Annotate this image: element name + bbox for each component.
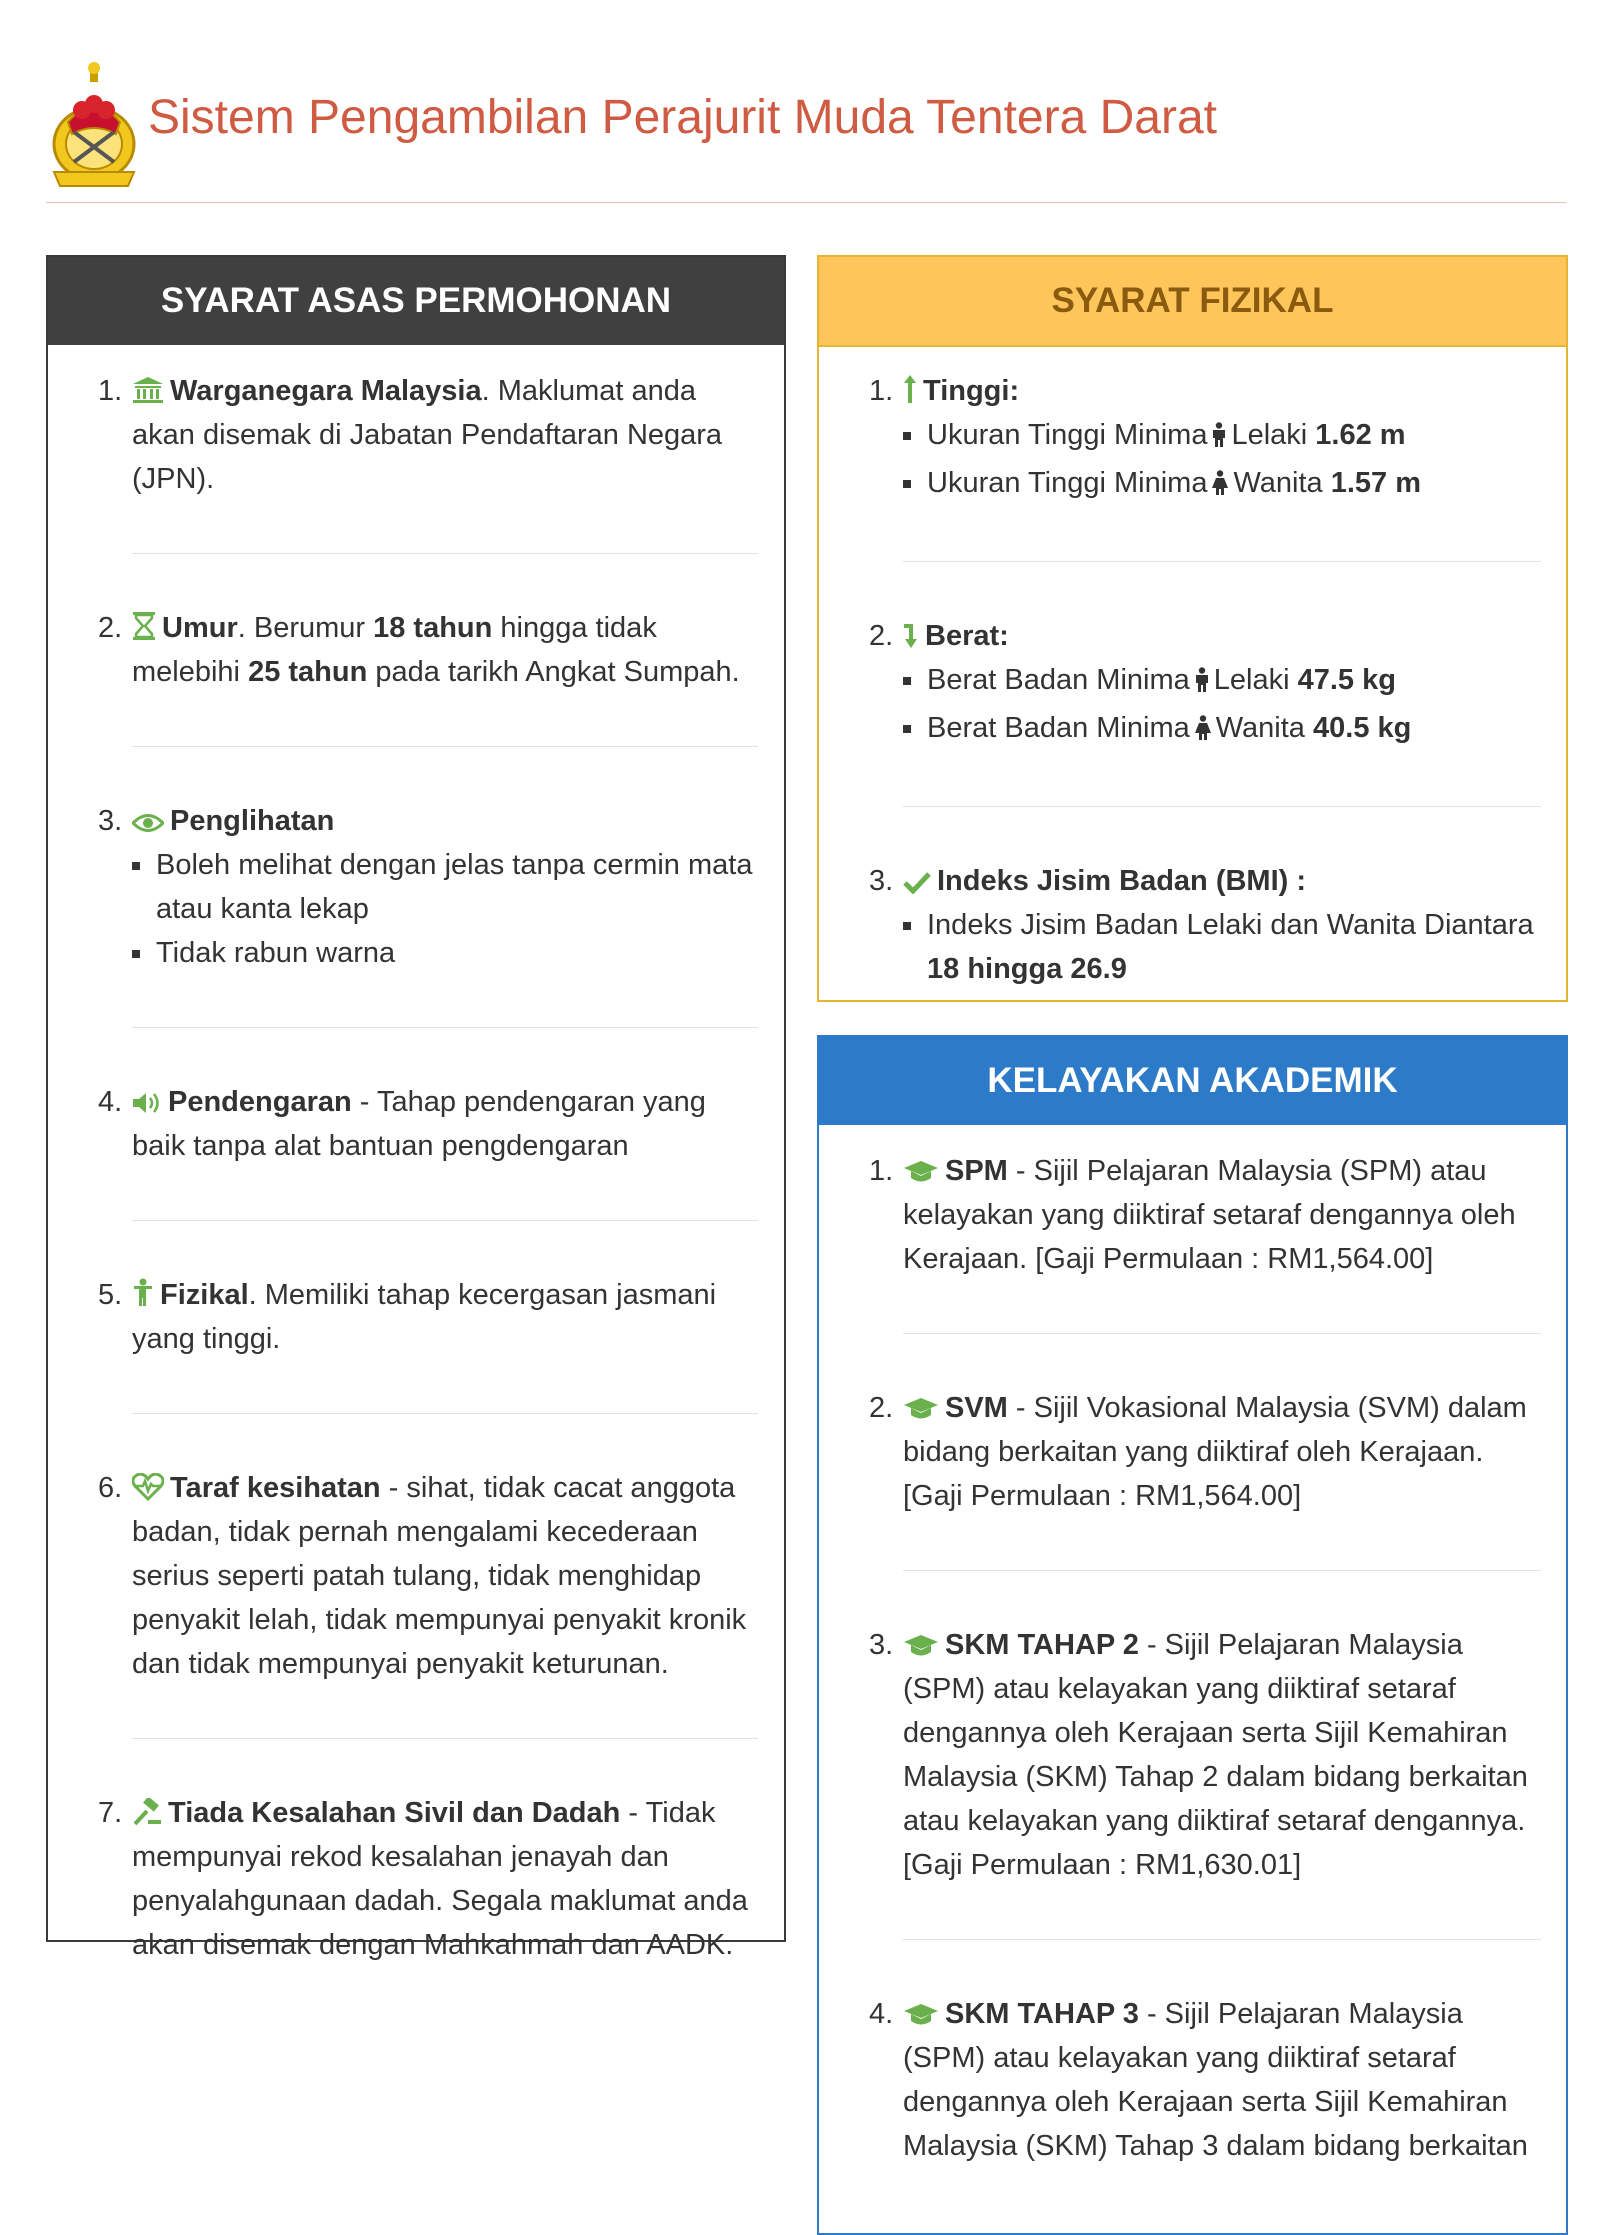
item-bold: 25 tahun [248,656,368,688]
item-text: - Sijil Pelajaran Malaysia (SPM) atau kelayakan yang diiktiraf setaraf dengannya oleh Kerajaan. [Gaji Permulaan : RM1,564.00] [903,1155,1516,1275]
item-text: . Berumur [237,612,374,644]
basic-requirements-list [98,369,758,1967]
divider [132,1220,758,1221]
list-item [869,1149,1541,1281]
item-title: Tiada Kesalahan Sivil dan Dadah [168,1797,621,1829]
sub-gender: Lelaki [1231,419,1308,451]
page-title: Sistem Pengambilan Perajurit Muda Tentera Darat [148,91,1217,144]
item-title: Tinggi: [923,375,1020,407]
sub-list [903,413,1541,509]
sub-item [903,658,1541,706]
item-text: - Sijil Pelajaran Malaysia (SPM) atau kelayakan yang diiktiraf setaraf dengannya oleh Kerajaan serta Sijil Kemahiran Malaysia (SKM) Tahap 2 dalam bidang berkaitan atau kelayakan yang diiktiraf setaraf dengannya. [Gaji Permulaan : RM1,630.01] [903,1629,1528,1881]
graduation-cap-icon [903,1397,939,1421]
graduation-cap-icon [903,2003,939,2027]
item-number: 1. [869,375,894,407]
item-title: SVM [945,1392,1008,1424]
list-item [98,1273,758,1361]
item-number: 4. [869,1998,894,2030]
sub-text: Ukuran Tinggi Minima [927,467,1208,499]
list-item [98,1791,758,1967]
list-item [98,799,758,975]
sub-list [903,658,1541,754]
heartbeat-icon [132,1473,164,1501]
list-item [869,859,1541,991]
sub-item [903,903,1541,991]
volume-icon [132,1091,162,1115]
divider [132,1738,758,1739]
eye-icon [132,812,164,834]
sub-list [132,843,758,975]
arrow-up-icon [903,374,917,404]
sub-gender: Wanita [1233,467,1323,499]
item-title: Fizikal [160,1279,249,1311]
item-number: 1. [869,1155,894,1187]
item-title: Pendengaran [168,1086,352,1118]
item-number: 5. [98,1279,123,1311]
graduation-cap-icon [903,1160,939,1184]
item-text: hingga tidak melebihi [132,612,657,688]
arrow-down-icon [903,621,919,649]
item-title: SKM TAHAP 3 [945,1998,1139,2030]
academic-qualifications-list [869,1149,1541,2168]
item-text: . Maklumat anda akan disemak di Jabatan Pendaftaran Negara (JPN). [132,375,723,495]
sub-value: 1.57 m [1330,467,1421,499]
sub-value: 47.5 kg [1297,664,1396,696]
hourglass-icon [132,611,156,641]
panel-heading: SYARAT FIZIKAL [819,257,1566,347]
item-number: 6. [98,1472,123,1504]
item-number: 2. [869,1392,894,1424]
item-number: 3. [98,805,123,837]
sub-item [903,413,1541,461]
list-item [98,369,758,501]
divider [903,1333,1541,1334]
list-item [98,606,758,694]
item-text: - Tidak mempunyai rekod kesalahan jenayah dan penyalahgunaan dadah. Segala maklumat anda akan disemak dengan Mahkahmah dan AADK. [132,1797,748,1961]
gavel-icon [132,1798,162,1826]
list-item [98,1466,758,1686]
divider [903,1570,1541,1571]
female-icon [1194,710,1212,754]
sub-text: Berat Badan Minima [927,664,1190,696]
divider [132,1413,758,1414]
sub-text: Ukuran Tinggi Minima [927,419,1208,451]
item-title: Taraf kesihatan [170,1472,381,1504]
male-icon [1194,662,1210,706]
army-crest-logo[interactable] [46,52,142,192]
item-text: - sihat, tidak cacat anggota badan, tidak pernah mengalami kecederaan serius seperti patah tulang, tidak menghidap penyakit lelah, tidak mempunyai penyakit kronik dan tidak mempunyai penyakit keturunan. [132,1472,747,1680]
check-icon [903,870,931,894]
item-number: 3. [869,1629,894,1661]
sub-value: 1.62 m [1315,419,1406,451]
item-number: 2. [869,620,894,652]
list-item [869,614,1541,754]
sub-item: Tidak rabun warna [132,931,758,975]
sub-item [903,461,1541,509]
item-title: SKM TAHAP 2 [945,1629,1139,1661]
sub-item: Boleh melihat dengan jelas tanpa cermin mata atau kanta lekap [132,843,758,931]
item-number: 3. [869,865,894,897]
item-number: 1. [98,375,123,407]
physical-requirements-panel [817,255,1568,1002]
sub-value: 18 hingga 26.9 [927,953,1127,985]
sub-text: Berat Badan Minima [927,712,1190,744]
item-text: . Memiliki tahap kecergasan jasmani yang tinggi. [132,1279,717,1355]
item-text: pada tarikh Angkat Sumpah. [367,656,740,688]
item-text: - Tahap pendengaran yang baik tanpa alat bantuan pengdengaran [132,1086,706,1162]
item-number: 2. [98,612,123,644]
page-header [46,52,1566,203]
item-title: Indeks Jisim Badan (BMI) : [937,865,1307,897]
person-icon [132,1278,154,1308]
item-title: Berat: [925,620,1009,652]
item-title: Penglihatan [170,805,335,837]
item-title: Umur [162,612,238,644]
physical-requirements-list [869,369,1541,991]
female-icon [1211,465,1229,509]
sub-item [903,706,1541,754]
basic-requirements-panel [46,255,786,1961]
graduation-cap-icon [903,1634,939,1658]
divider [903,806,1541,807]
sub-value: 40.5 kg [1313,712,1412,744]
sub-gender: Lelaki [1213,664,1290,696]
list-item [98,1080,758,1168]
item-title: SPM [945,1155,1008,1187]
list-item [869,369,1541,509]
list-item [869,1386,1541,1518]
divider [903,561,1541,562]
item-text: - Sijil Vokasional Malaysia (SVM) dalam bidang berkaitan yang diiktiraf oleh Kerajaan. [Gaji Permulaan : RM1,564.00] [903,1392,1527,1512]
item-number: 4. [98,1086,123,1118]
bank-icon [132,376,164,404]
divider [132,1027,758,1028]
item-number: 7. [98,1797,123,1829]
divider [132,553,758,554]
sub-list [903,903,1541,991]
divider [132,746,758,747]
item-bold: 18 tahun [373,612,493,644]
sub-text: Indeks Jisim Badan Lelaki dan Wanita Diantara [927,909,1534,941]
academic-qualifications-panel [817,1035,1568,2235]
sub-gender: Wanita [1215,712,1305,744]
male-icon [1211,417,1227,461]
list-item [869,1623,1541,1887]
divider [903,1939,1541,1940]
panel-heading: SYARAT ASAS PERMOHONAN [48,257,784,345]
item-title: Warganegara Malaysia [170,375,482,407]
panel-heading: KELAYAKAN AKADEMIK [819,1037,1566,1125]
item-text: - Sijil Pelajaran Malaysia (SPM) atau kelayakan yang diiktiraf setaraf dengannya oleh Kerajaan serta Sijil Kemahiran Malaysia (SKM) Tahap 3 dalam bidang berkaitan [903,1998,1528,2162]
